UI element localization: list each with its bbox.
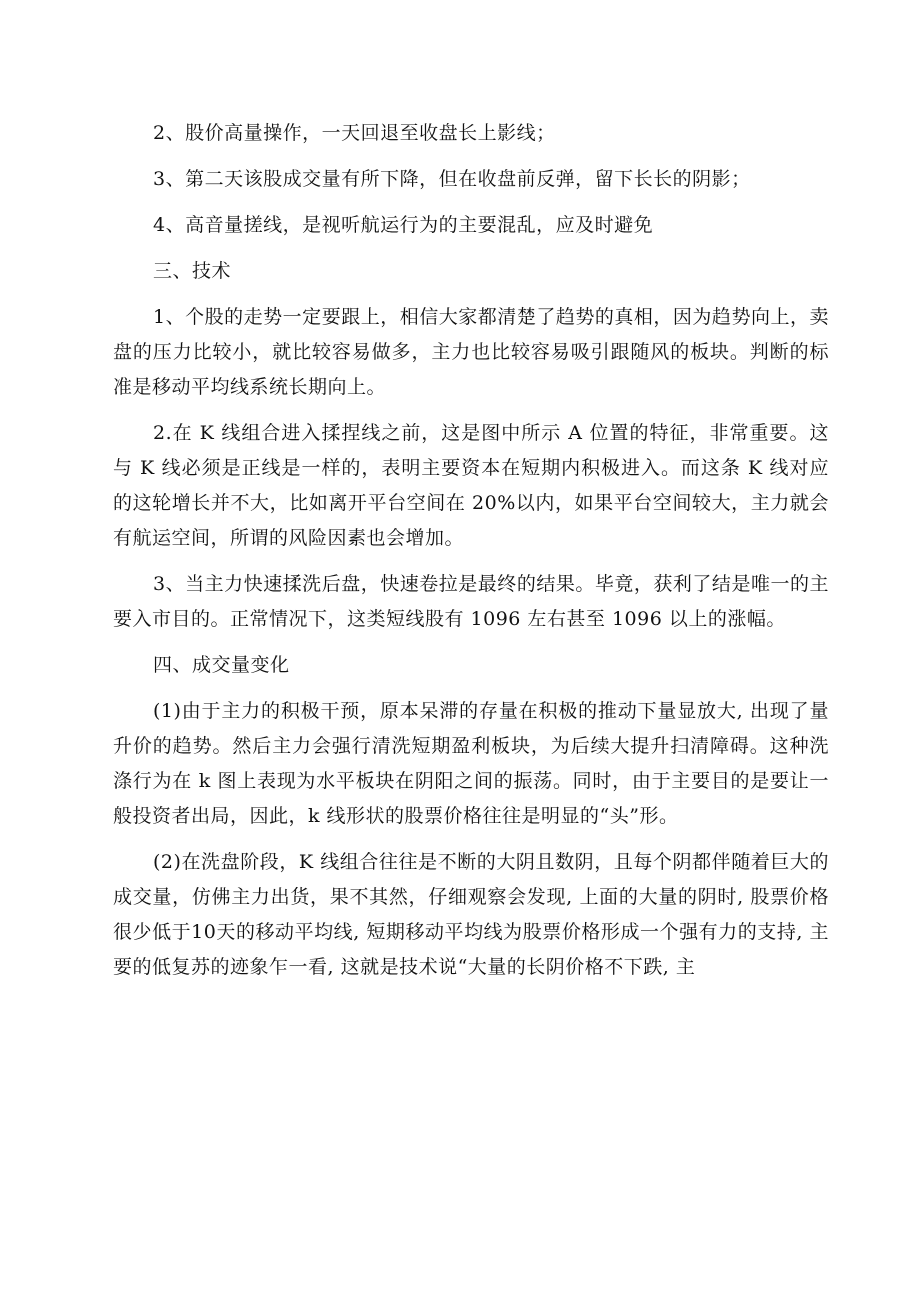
volume-paragraph-1: (1)由于主力的积极干预，原本呆滞的存量在积极的推动下量显放大, 出现了量升价的趋势。然后主力会强行清洗短期盈利板块，为后续大提升扫清障碍。这种洗涤行为在 k 图上表现为水平板块在阴阳之间的振荡。同时，由于主要目的是要让一般投资者出局，因此，k 线形状的股票价格往往是明显的“头”形。 bbox=[113, 700, 829, 827]
technology-paragraph-2: 2.在 K 线组合进入揉捏线之前，这是图中所示 A 位置的特征，非常重要。这与 K 线必须是正线是一样的，表明主要资本在短期内积极进入。而这条 K 线对应的这轮增长并不大，比如离开平台空间在 20%以内，如果平台空间较大，主力就会有航运空间，所谓的风险因素也会增加。 bbox=[113, 422, 829, 549]
list-item-2: 2、股价高量操作，一天回退至收盘长上影线； bbox=[153, 122, 556, 144]
technology-paragraph-3: 3、当主力快速揉洗后盘，快速卷拉是最终的结果。毕竟，获利了结是唯一的主要入市目的。正常情况下，这类短线股有 1096 左右甚至 1096 以上的涨幅。 bbox=[113, 573, 829, 630]
list-item-4: 4、高音量搓线，是视听航运行为的主要混乱，应及时避免 bbox=[153, 214, 654, 236]
technology-paragraph-1: 1、个股的走势一定要跟上，相信大家都清楚了趋势的真相，因为趋势向上，卖盘的压力比较小，就比较容易做多，主力也比较容易吸引跟随风的板块。判断的标准是移动平均线系统长期向上。 bbox=[113, 306, 829, 398]
document-body bbox=[113, 116, 829, 996]
section-heading-technology: 三、技术 bbox=[153, 260, 232, 282]
section-heading-volume-change: 四、成交量变化 bbox=[153, 654, 290, 676]
list-item-3: 3、第二天该股成交量有所下降，但在收盘前反弹，留下长长的阴影； bbox=[153, 168, 751, 190]
volume-paragraph-2: (2)在洗盘阶段，K 线组合往往是不断的大阴且数阴，且每个阴都伴随着巨大的成交量，仿佛主力出货，果不其然，仔细观察会发现, 上面的大量的阴时, 股票价格很少低于10天的移动平均线, 短期移动平均线为股票价格形成一个强有力的支持, 主要的低复苏的迹象乍一看, 这就是技术说“大量的长阴价格不下跌, 主 bbox=[113, 851, 829, 978]
